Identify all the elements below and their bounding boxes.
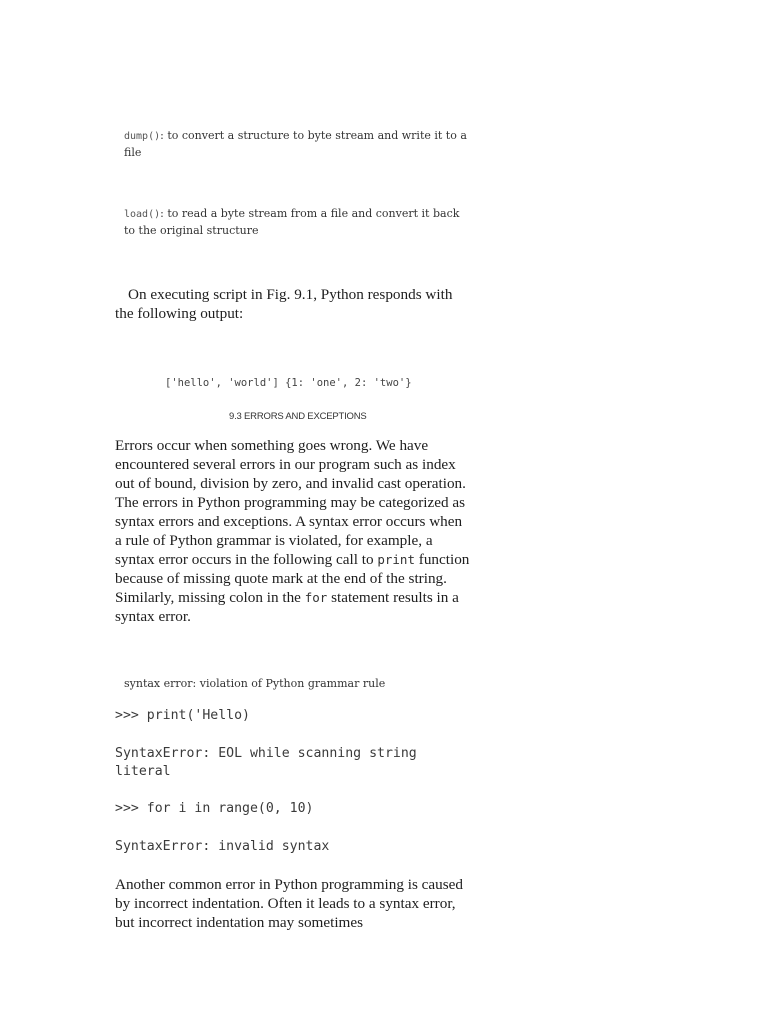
figure-reference: Fig. 9.1 bbox=[266, 286, 314, 303]
paragraph-fig-output bbox=[115, 285, 470, 323]
paragraph-fig-after: , Python responds with the following output: bbox=[115, 286, 453, 322]
term-load: load() bbox=[124, 209, 161, 220]
code-line-invalid-syntax: SyntaxError: invalid syntax bbox=[115, 839, 330, 854]
code-line-for: >>> for i in range(0, 10) bbox=[115, 801, 314, 816]
program-output: ['hello', 'world'] {1: 'one', 2: 'two'} bbox=[165, 377, 412, 389]
inline-code-print: print bbox=[377, 552, 415, 567]
paragraph-errors bbox=[115, 436, 470, 626]
paragraph-errors-part2: function because of missing quote mark at the end of the string. Similarly, missing colon in the bbox=[115, 551, 470, 606]
note-load-text: : to read a byte stream from a file and convert it back to the original structure bbox=[124, 207, 460, 237]
margin-note-dump bbox=[124, 128, 469, 161]
term-dump: dump() bbox=[124, 131, 161, 142]
code-line-print: >>> print('Hello) bbox=[115, 708, 250, 723]
section-heading: 9.3 ERRORS AND EXCEPTIONS bbox=[229, 411, 367, 422]
code-line-eol-error: SyntaxError: EOL while scanning string literal bbox=[115, 746, 425, 779]
margin-note-syntax-error bbox=[124, 676, 469, 692]
note-syntax-error-text: syntax error: violation of Python grammar rule bbox=[124, 677, 386, 690]
paragraph-indentation: Another common error in Python programming is caused by incorrect indentation. Often it leads to a syntax error, but incorrect indentation may sometimes bbox=[115, 876, 463, 931]
paragraph-errors-part3: statement results in a syntax error. bbox=[115, 589, 459, 625]
margin-note-load bbox=[124, 206, 469, 239]
note-dump-text: : to convert a structure to byte stream and write it to a file bbox=[124, 129, 467, 159]
paragraph-errors-part1: Errors occur when something goes wrong. We have encountered several errors in our program such as index out of bound, division by zero, and invalid cast operation. The errors in Python programming may be categorized as syntax errors and exceptions. A syntax error occurs when a rule of Python grammar is violated, for example, a syntax error occurs in the following call to bbox=[115, 437, 466, 568]
paragraph-fig-before: On executing script in bbox=[128, 286, 267, 303]
inline-code-for: for bbox=[304, 590, 328, 605]
